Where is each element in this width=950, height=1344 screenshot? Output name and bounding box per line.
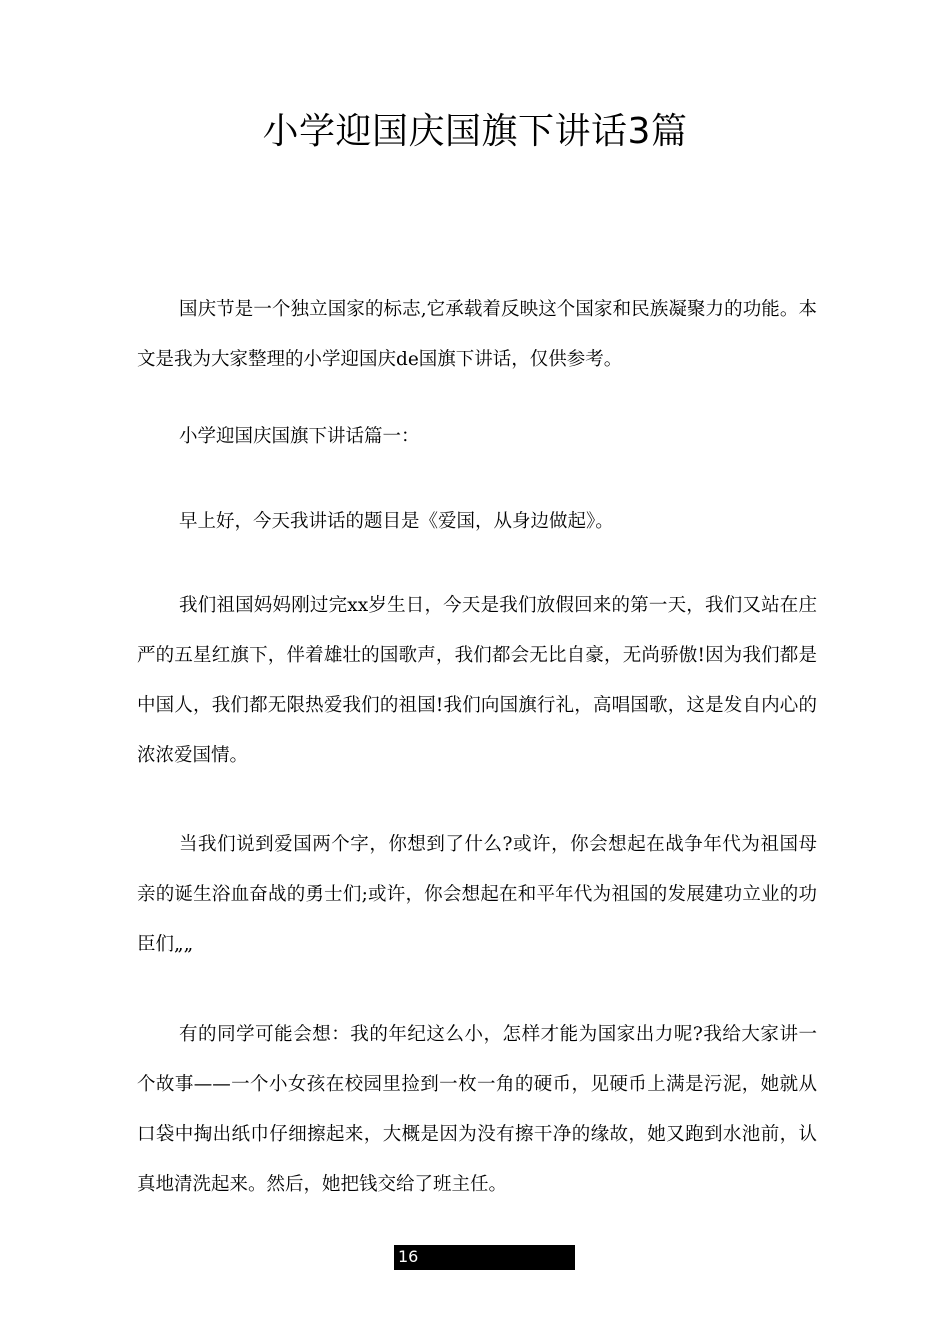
page-number: 16 bbox=[398, 1247, 419, 1266]
paragraph-body-3: 有的同学可能会想：我的年纪这么小，怎样才能为国家出力呢?我给大家讲一个故事——一个小女孩在校园里捡到一枚一角的硬币，见硬币上满是污泥，她就从口袋中掏出纸巾仔细擦起来，大概是因为没有擦干净的缘故，她又跑到水池前，认真地清洗起来。然后，她把钱交给了班主任。 bbox=[137, 1024, 817, 1195]
paragraph-body-1: 我们祖国妈妈刚过完xx岁生日，今天是我们放假回来的第一天，我们又站在庄严的五星红旗下，伴着雄壮的国歌声，我们都会无比自豪，无尚骄傲!因为我们都是中国人，我们都无限热爱我们的祖国!我们向国旗行礼，高唱国歌，这是发自内心的浓浓爱国情。 bbox=[137, 595, 817, 766]
paragraph-greeting: 早上好，今天我讲话的题目是《爱国，从身边做起》。 bbox=[179, 511, 614, 532]
paragraph-intro: 国庆节是一个独立国家的标志,它承载着反映这个国家和民族凝聚力的功能。本文是我为大家整理的小学迎国庆de国旗下讲话，仅供参考。 bbox=[137, 299, 817, 370]
page-number-badge bbox=[394, 1245, 575, 1270]
paragraph-section-heading: 小学迎国庆国旗下讲话篇一： bbox=[179, 426, 420, 447]
document-title: 小学迎国庆国旗下讲话3篇 bbox=[262, 111, 688, 152]
paragraph-body-2: 当我们说到爱国两个字，你想到了什么?或许，你会想起在战争年代为祖国母亲的诞生浴血奋战的勇士们;或许，你会想起在和平年代为祖国的发展建功立业的功臣们„„ bbox=[137, 834, 817, 955]
